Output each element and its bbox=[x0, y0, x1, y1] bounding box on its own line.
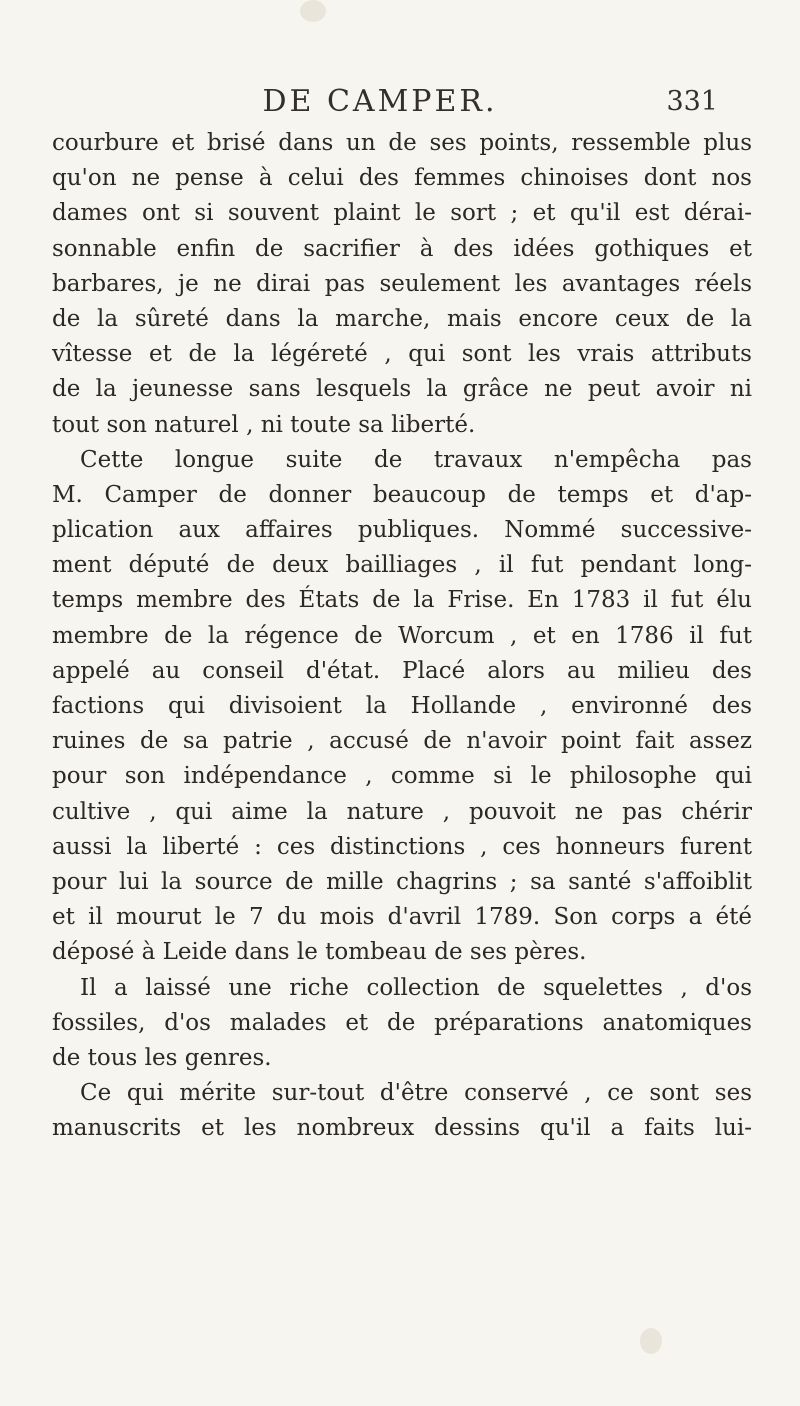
text-line: appelé au conseil d'état. Placé alors au milieu des bbox=[52, 657, 752, 684]
text-line: membre de la régence de Worcum , et en 1786 il fut bbox=[52, 622, 752, 649]
text-line: sonnable enfin de sacrifier à des idées gothiques et bbox=[52, 235, 752, 262]
text-line: cultive , qui aime la nature , pouvoit ne pas chérir bbox=[52, 798, 752, 825]
text-line: de tous les genres. bbox=[52, 1044, 272, 1071]
text-line: dames ont si souvent plaint le sort ; et qu'il est dérai- bbox=[52, 200, 752, 227]
text-line: déposé à Leide dans le tombeau de ses pères. bbox=[52, 939, 587, 966]
text-line: tout son naturel , ni toute sa liberté. bbox=[52, 411, 476, 438]
text-line: Cette longue suite de travaux n'empêcha pas bbox=[80, 446, 752, 473]
text-line: factions qui divisoient la Hollande , environné des bbox=[52, 693, 752, 719]
text-line: ruines de sa patrie , accusé de n'avoir point fait assez bbox=[52, 728, 752, 755]
paper-stain bbox=[640, 1328, 662, 1354]
text-line: et il mourut le 7 du mois d'avril 1789. Son corps a été bbox=[52, 904, 752, 931]
page-header bbox=[50, 82, 750, 122]
text-line: barbares, je ne dirai pas seulement les avantages réels bbox=[52, 270, 752, 297]
text-line: plication aux affaires publiques. Nommé successive- bbox=[52, 517, 752, 544]
text-line: aussi la liberté : ces distinctions , ces honneurs furent bbox=[52, 833, 752, 860]
text-line: de la sûreté dans la marche, mais encore ceux de la bbox=[52, 305, 752, 332]
text-line: vîtesse et de la légéreté , qui sont les vrais attributs bbox=[52, 341, 752, 368]
text-line: manuscrits et les nombreux dessins qu'il a faits lui- bbox=[52, 1115, 752, 1142]
text-line: temps membre des États de la Frise. En 1783 il fut élu bbox=[52, 587, 752, 614]
text-line: courbure et brisé dans un de ses points, ressemble plus bbox=[52, 130, 752, 156]
text-line: fossiles, d'os malades et de préparations anatomiques bbox=[52, 1009, 752, 1036]
text-line: de la jeunesse sans lesquels la grâce ne peut avoir ni bbox=[52, 376, 752, 403]
text-line: ment député de deux bailliages , il fut pendant long- bbox=[52, 552, 752, 579]
text-line: pour son indépendance , comme si le philosophe qui bbox=[52, 763, 752, 790]
text-line: pour lui la source de mille chagrins ; sa santé s'affoiblit bbox=[52, 868, 752, 895]
running-title: DE CAMPER. bbox=[262, 84, 498, 119]
page-number: 331 bbox=[666, 86, 718, 117]
text-line: qu'on ne pense à celui des femmes chinoises dont nos bbox=[52, 165, 752, 192]
text-line: Il a laissé une riche collection de squelettes , d'os bbox=[80, 974, 752, 1001]
paper-stain bbox=[300, 0, 326, 22]
text-line: M. Camper de donner beaucoup de temps et d'ap- bbox=[52, 481, 752, 508]
text-line: Ce qui mérite sur-tout d'être conservé , ce sont ses bbox=[80, 1080, 752, 1107]
body-text bbox=[52, 126, 752, 1146]
